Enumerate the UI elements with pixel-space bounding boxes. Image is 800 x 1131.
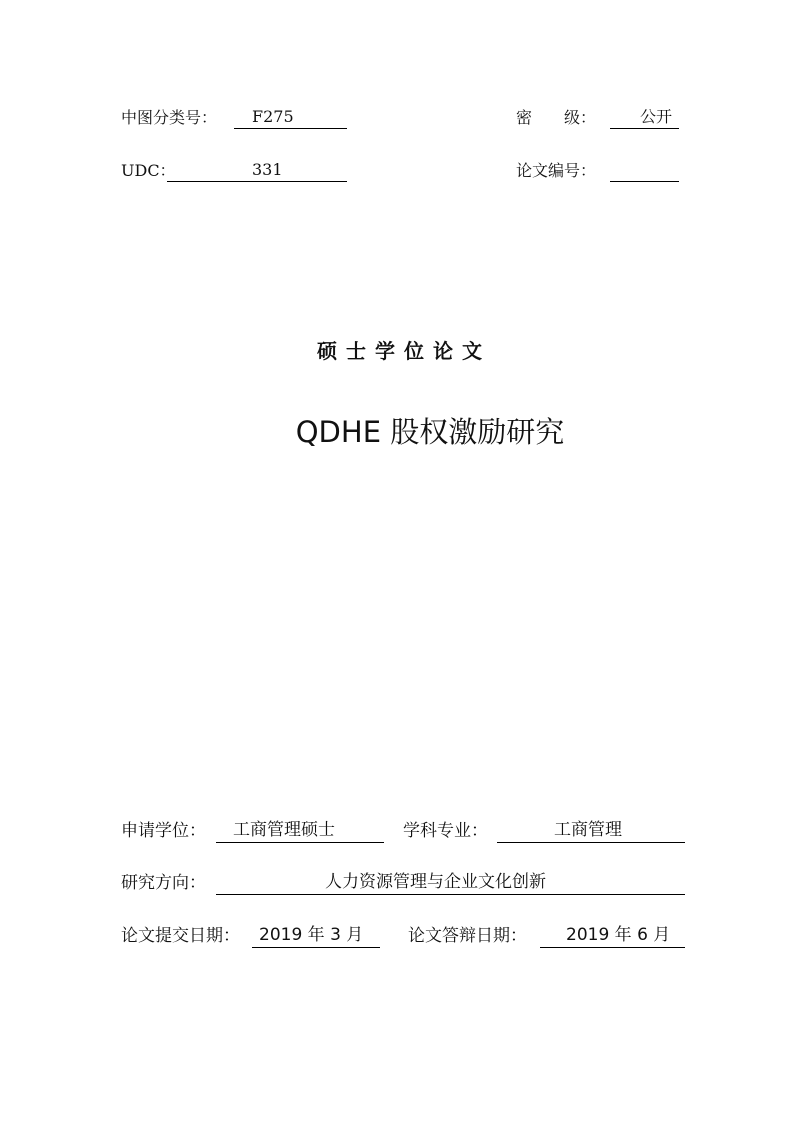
secrecy-label: 密 级： <box>516 108 597 127</box>
udc-label: UDC： <box>121 161 176 180</box>
major-label: 学科专业： <box>403 821 488 841</box>
defense-date-field <box>540 925 685 948</box>
degree-field <box>216 820 384 843</box>
defense-date-label: 论文答辩日期： <box>408 926 527 946</box>
clc-label: 中图分类号： <box>121 108 218 127</box>
degree-type-heading: 硕士学位论文 <box>317 339 491 363</box>
secrecy-value: 公开 <box>640 108 673 126</box>
udc-value: 331 <box>252 161 283 179</box>
secrecy-field <box>610 108 679 129</box>
submit-date-value: 2019 年 3 月 <box>259 925 364 945</box>
degree-value: 工商管理硕士 <box>233 820 335 840</box>
thesis-title: QDHE 股权激励研究 <box>295 415 565 449</box>
thesis-number-field <box>610 161 679 182</box>
direction-value: 人力资源管理与企业文化创新 <box>325 872 546 892</box>
major-field <box>497 820 685 843</box>
direction-field <box>216 872 685 895</box>
degree-label: 申请学位： <box>121 821 206 841</box>
direction-label: 研究方向： <box>121 873 206 893</box>
submit-date-label: 论文提交日期： <box>121 926 240 946</box>
udc-field <box>167 161 347 182</box>
thesis-number-label: 论文编号： <box>516 161 597 180</box>
submit-date-field <box>252 925 380 948</box>
clc-value: F275 <box>252 108 294 126</box>
defense-date-value: 2019 年 6 月 <box>566 925 671 945</box>
clc-field <box>234 108 347 129</box>
major-value: 工商管理 <box>554 820 622 840</box>
